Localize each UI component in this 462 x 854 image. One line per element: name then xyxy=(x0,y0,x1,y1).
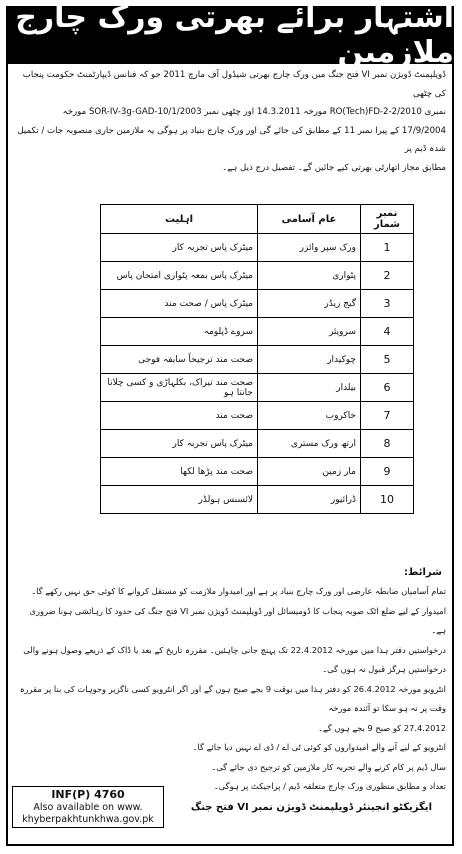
intro-paragraph xyxy=(14,66,446,177)
intro-line: 17/9/2004 کے پیرا نمبر 11 کے مطابق کی جائے گی اور ورک چارج بنیاد پر ہوگی یہ ملازمین جاری منصوبہ جات / تکمیل شدہ ڈیم پر xyxy=(17,125,446,154)
post-cell: بیلدار xyxy=(258,374,361,402)
post-cell: پٹواری xyxy=(258,262,361,290)
table-header-row xyxy=(101,205,414,234)
also-available-text: Also available on www. xyxy=(33,801,143,813)
serial-cell: 7 xyxy=(361,402,414,430)
table-row xyxy=(101,346,414,374)
table-row xyxy=(101,402,414,430)
serial-cell: 9 xyxy=(361,458,414,486)
serial-cell: 3 xyxy=(361,290,414,318)
conditions-heading: شرائط: xyxy=(404,567,442,578)
conditions-list xyxy=(14,582,446,797)
table-row xyxy=(101,486,414,514)
post-cell: ارتھ ورک مستری xyxy=(258,430,361,458)
header-post: عام آسامی xyxy=(258,205,361,234)
serial-cell: 2 xyxy=(361,262,414,290)
condition-line: تمام آسامیاں ضابطہ عارضی اور ورک چارج بنیاد پر ہے اور امیدوار ملازمت کو مستقل کروانے کا کوئی حق نہیں رکھے گا۔ xyxy=(31,586,446,596)
website-link[interactable]: khyberpakhtunkhwa.gov.pk xyxy=(22,814,154,825)
qualification-cell: میٹرک پاس بمعہ پٹواری امتحان پاس xyxy=(101,262,258,290)
post-cell: گیج ریڈر xyxy=(258,290,361,318)
condition-line: تعداد و مطابق منظوری ورک چارج متعلقہ ڈیم / پراجیکٹ پر ہوگی۔ xyxy=(213,781,446,791)
qualification-cell: صحت مند پڑھا لکھا xyxy=(101,458,258,486)
post-cell: چوکیدار xyxy=(258,346,361,374)
condition-line: درخواستیں دفتر ہذا میں مورخہ 22.4.2012 تک پہنچ جانی چاہئیں۔ مقررہ تاریخ کے بعد یا ڈاک کے ذریعے وصول ہونے والی درخواستیں ہرگز قبول نہ ہوں گی۔ xyxy=(23,644,446,674)
table-row xyxy=(101,234,414,262)
inf-number: INF(P) 4760 xyxy=(51,788,125,801)
qualification-cell: صحت مند xyxy=(101,402,258,430)
condition-line: سال ڈیم پر کام کرنے والے تجربہ کار ملازمین کو ترجیح دی جائے گی۔ xyxy=(211,761,446,772)
table-row xyxy=(101,458,414,486)
table-row xyxy=(101,290,414,318)
header-serial: نمبر شمار xyxy=(361,205,414,234)
serial-cell: 5 xyxy=(361,346,414,374)
qualification-cell: سروے ڈپلومہ xyxy=(101,318,258,346)
table-row xyxy=(101,262,414,290)
qualification-cell: میٹرک پاس تجربہ کار xyxy=(101,430,258,458)
post-cell: ورک سپر وائزر xyxy=(258,234,361,262)
serial-cell: 10 xyxy=(361,486,414,514)
qualification-cell: لائسنس ہولڈر xyxy=(101,486,258,514)
post-cell: سرویئر xyxy=(258,318,361,346)
intro-line: مطابق مجاز اتھارٹی بھرتی کیے جائیں گے۔ تفصیل درج ذیل ہے۔ xyxy=(222,162,446,173)
table-row xyxy=(101,430,414,458)
intro-line: ڈویلپمنٹ ڈویژن نمبر VI فتح جنگ میں ورک چارج بھرتی شیڈول آف مارچ 2011 جو کہ فنانس ڈیپارٹمنٹ حکومت پنجاب کی چٹھی xyxy=(22,70,446,99)
post-cell: مار زمین xyxy=(258,458,361,486)
table-row xyxy=(101,318,414,346)
header-qualification: اہلیت xyxy=(101,205,258,234)
intro-line: نمبری RO(Tech)FD-2-2/2010 مورخہ 14.3.2011 اور چٹھی نمبر SOR-IV-3g-GAD-10/1/2003 مورخہ xyxy=(62,107,446,117)
condition-line: 27.4.2012 کو صبح 9 بجے ہوں گے۔ xyxy=(318,722,446,733)
serial-cell: 6 xyxy=(361,374,414,402)
serial-cell: 4 xyxy=(361,318,414,346)
inf-box xyxy=(12,786,164,828)
posts-table xyxy=(100,204,414,514)
post-cell: خاکروب xyxy=(258,402,361,430)
qualification-cell: میٹرک پاس تجربہ کار xyxy=(101,234,258,262)
signature-line: ایگزیکٹو انجینئر ڈویلپمنٹ ڈویژن نمبر VI فتح جنگ xyxy=(190,802,432,813)
qualification-cell: میٹرک پاس / صحت مند xyxy=(101,290,258,318)
condition-line: انٹرویو کے لیے آنے والے امیدواروں کو کوئی ٹی اے / ڈی اے نہیں دیا جائے گا۔ xyxy=(192,742,446,752)
ad-title: اشتہار برائے بھرتی ورک چارج ملازمین xyxy=(6,6,454,64)
condition-line: امیدوار کے لیے ضلع اٹک صوبہ پنجاب کا ڈومیسائل اور ڈویلپمنٹ ڈویژن نمبر VI فتح جنگ کی حدود کا رہائشی ہونا ضروری ہے۔ xyxy=(29,605,446,635)
condition-line: انٹرویو مورخہ 26.4.2012 کو دفتر ہذا میں بوقت 9 بجے صبح ہوں گے اور اگر انٹرویو کسی ناگزیر وجوہات کی بنا پر مقررہ وقت پر نہ ہو سکا تو آئندہ مورخہ xyxy=(19,683,446,713)
post-cell: ڈرائیور xyxy=(258,486,361,514)
qualification-cell: صحت مند تیراک، بکلہاڑی و کسی چلانا جانتا ہو xyxy=(101,374,258,402)
serial-cell: 8 xyxy=(361,430,414,458)
qualification-cell: صحت مند ترجیحاً سابقہ فوجی xyxy=(101,346,258,374)
table-row xyxy=(101,374,414,402)
serial-cell: 1 xyxy=(361,234,414,262)
